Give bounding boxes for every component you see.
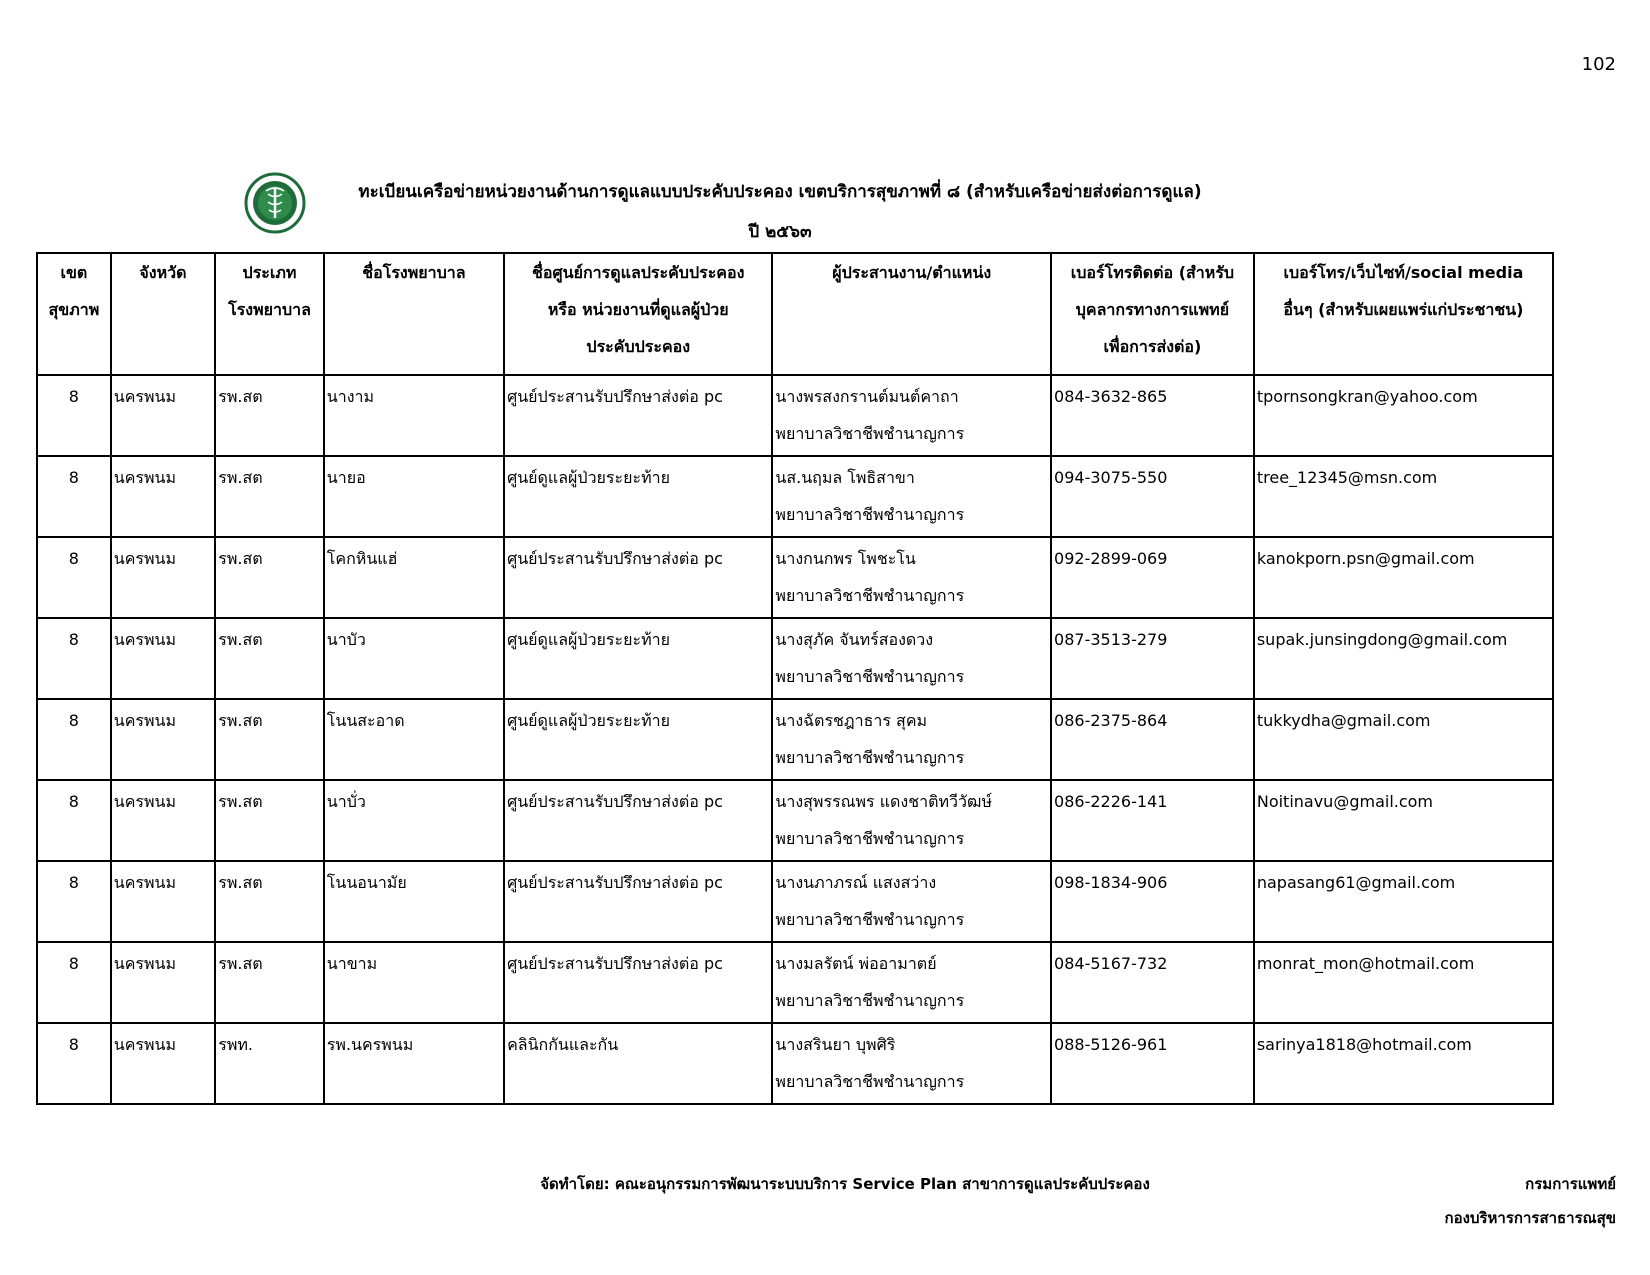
coordinator-position: พยาบาลวิชาชีพชำนาญการ xyxy=(775,910,965,929)
cell-hospital-type: รพ.สต xyxy=(215,618,324,699)
cell-care-center: ศูนย์ดูแลผู้ป่วยระยะท้าย xyxy=(504,699,772,780)
cell-medical-phone: 088-5126-961 xyxy=(1051,1023,1254,1104)
cell-medical-phone: 086-2226-141 xyxy=(1051,780,1254,861)
cell-public-contact: monrat_mon@hotmail.com xyxy=(1254,942,1553,1023)
cell-hospital-type: รพ.สต xyxy=(215,780,324,861)
cell-public-contact: tpornsongkran@yahoo.com xyxy=(1254,375,1553,456)
coordinator-name: นางสุภัค จันทร์สองดวง xyxy=(775,630,934,649)
coordinator-name: นส.นฤมล โพธิสาขา xyxy=(775,468,915,487)
cell-province: นครพนม xyxy=(111,1023,215,1104)
table-row xyxy=(37,942,1553,1023)
cell-hospital-name: นาบัว xyxy=(324,618,504,699)
table-row xyxy=(37,861,1553,942)
cell-coordinator xyxy=(772,375,1051,456)
cell-coordinator xyxy=(772,456,1051,537)
header-hospital-type: ประเภท โรงพยาบาล xyxy=(215,253,324,375)
cell-medical-phone: 092-2899-069 xyxy=(1051,537,1254,618)
coordinator-position: พยาบาลวิชาชีพชำนาญการ xyxy=(775,505,965,524)
cell-hospital-name: รพ.นครพนม xyxy=(324,1023,504,1104)
page-number: 102 xyxy=(1581,54,1616,75)
cell-care-center: ศูนย์ประสานรับปรึกษาส่งต่อ pc xyxy=(504,780,772,861)
cell-hospital-name: นาขาม xyxy=(324,942,504,1023)
palliative-care-registry-table xyxy=(36,252,1554,1105)
coordinator-position: พยาบาลวิชาชีพชำนาญการ xyxy=(775,424,965,443)
cell-care-center: ศูนย์ดูแลผู้ป่วยระยะท้าย xyxy=(504,618,772,699)
table-row xyxy=(37,375,1553,456)
cell-hospital-name: โนนสะอาด xyxy=(324,699,504,780)
header-care-center: ชื่อศูนย์การดูแลประคับประคอง หรือ หน่วยงานที่ดูแลผู้ป่วย ประคับประคอง xyxy=(504,253,772,375)
cell-province: นครพนม xyxy=(111,699,215,780)
cell-province: นครพนม xyxy=(111,618,215,699)
cell-public-contact: tree_12345@msn.com xyxy=(1254,456,1553,537)
cell-zone: 8 xyxy=(37,942,111,1023)
cell-public-contact: kanokporn.psn@gmail.com xyxy=(1254,537,1553,618)
cell-public-contact: sarinya1818@hotmail.com xyxy=(1254,1023,1553,1104)
cell-coordinator xyxy=(772,618,1051,699)
cell-care-center: ศูนย์ประสานรับปรึกษาส่งต่อ pc xyxy=(504,537,772,618)
cell-hospital-type: รพ.สต xyxy=(215,456,324,537)
cell-hospital-type: รพ.สต xyxy=(215,699,324,780)
cell-care-center: ศูนย์ประสานรับปรึกษาส่งต่อ pc xyxy=(504,375,772,456)
cell-medical-phone: 098-1834-906 xyxy=(1051,861,1254,942)
cell-coordinator xyxy=(772,861,1051,942)
table-row xyxy=(37,456,1553,537)
cell-hospital-name: โนนอนามัย xyxy=(324,861,504,942)
cell-province: นครพนม xyxy=(111,780,215,861)
header-medical-phone: เบอร์โทรติดต่อ (สำหรับ บุคลากรทางการแพทย์ เพื่อการส่งต่อ) xyxy=(1051,253,1254,375)
cell-hospital-type: รพท. xyxy=(215,1023,324,1104)
cell-coordinator xyxy=(772,537,1051,618)
cell-public-contact: tukkydha@gmail.com xyxy=(1254,699,1553,780)
cell-zone: 8 xyxy=(37,456,111,537)
cell-hospital-type: รพ.สต xyxy=(215,861,324,942)
cell-coordinator xyxy=(772,780,1051,861)
footer-division: กองบริหารการสาธารณสุข xyxy=(1444,1209,1616,1227)
coordinator-position: พยาบาลวิชาชีพชำนาญการ xyxy=(775,829,965,848)
cell-medical-phone: 094-3075-550 xyxy=(1051,456,1254,537)
footer-prepared-by: จัดทำโดย: คณะอนุกรรมการพัฒนาระบบบริการ Service Plan สาขาการดูแลประคับประคอง xyxy=(540,1175,1150,1193)
cell-medical-phone: 087-3513-279 xyxy=(1051,618,1254,699)
cell-medical-phone: 084-5167-732 xyxy=(1051,942,1254,1023)
cell-coordinator xyxy=(772,942,1051,1023)
coordinator-position: พยาบาลวิชาชีพชำนาญการ xyxy=(775,748,965,767)
cell-public-contact: Noitinavu@gmail.com xyxy=(1254,780,1553,861)
coordinator-position: พยาบาลวิชาชีพชำนาญการ xyxy=(775,1072,965,1091)
cell-zone: 8 xyxy=(37,699,111,780)
footer-department: กรมการแพทย์ xyxy=(1525,1175,1616,1193)
cell-public-contact: supak.junsingdong@gmail.com xyxy=(1254,618,1553,699)
coordinator-name: นางมลรัตน์ พ่ออามาตย์ xyxy=(775,954,937,973)
table-row xyxy=(37,618,1553,699)
cell-coordinator xyxy=(772,1023,1051,1104)
header-province: จังหวัด xyxy=(111,253,215,375)
coordinator-name: นางฉัตรชฎาธาร สุคม xyxy=(775,711,928,730)
coordinator-position: พยาบาลวิชาชีพชำนาญการ xyxy=(775,667,965,686)
table-row xyxy=(37,780,1553,861)
cell-province: นครพนม xyxy=(111,942,215,1023)
coordinator-position: พยาบาลวิชาชีพชำนาญการ xyxy=(775,586,965,605)
table-row xyxy=(37,537,1553,618)
table-header-row xyxy=(37,253,1553,375)
coordinator-name: นางกนกพร โพชะโน xyxy=(775,549,916,568)
cell-public-contact: napasang61@gmail.com xyxy=(1254,861,1553,942)
cell-province: นครพนม xyxy=(111,537,215,618)
cell-medical-phone: 086-2375-864 xyxy=(1051,699,1254,780)
cell-zone: 8 xyxy=(37,618,111,699)
cell-province: นครพนม xyxy=(111,456,215,537)
table-row xyxy=(37,699,1553,780)
header-coordinator: ผู้ประสานงาน/ตำแหน่ง xyxy=(772,253,1051,375)
cell-zone: 8 xyxy=(37,1023,111,1104)
coordinator-name: นางสุพรรณพร แดงชาติทวีวัฒษ์ xyxy=(775,792,992,811)
cell-province: นครพนม xyxy=(111,375,215,456)
cell-care-center: ศูนย์ดูแลผู้ป่วยระยะท้าย xyxy=(504,456,772,537)
cell-medical-phone: 084-3632-865 xyxy=(1051,375,1254,456)
coordinator-name: นางพรสงกรานต์มนต์คาถา xyxy=(775,387,959,406)
header-zone: เขต สุขภาพ xyxy=(37,253,111,375)
document-title: ทะเบียนเครือข่ายหน่วยงานด้านการดูแลแบบประคับประคอง เขตบริการสุขภาพที่ ๘ (สำหรับเครือข่ายส่งต่อการดูแล) xyxy=(358,182,1202,202)
header-hospital-name: ชื่อโรงพยาบาล xyxy=(324,253,504,375)
coordinator-name: นางนภาภรณ์ แสงสว่าง xyxy=(775,873,937,892)
cell-coordinator xyxy=(772,699,1051,780)
coordinator-name: นางสรินยา บุพศิริ xyxy=(775,1035,896,1054)
cell-hospital-type: รพ.สต xyxy=(215,942,324,1023)
cell-hospital-name: นางาม xyxy=(324,375,504,456)
cell-hospital-name: นายอ xyxy=(324,456,504,537)
cell-care-center: ศูนย์ประสานรับปรึกษาส่งต่อ pc xyxy=(504,861,772,942)
cell-zone: 8 xyxy=(37,780,111,861)
cell-hospital-type: รพ.สต xyxy=(215,375,324,456)
ministry-of-public-health-logo xyxy=(240,172,310,234)
document-year: ปี ๒๕๖๓ xyxy=(748,222,812,242)
cell-zone: 8 xyxy=(37,537,111,618)
table-row xyxy=(37,1023,1553,1104)
cell-zone: 8 xyxy=(37,375,111,456)
cell-zone: 8 xyxy=(37,861,111,942)
cell-care-center: คลินิกกันและกัน xyxy=(504,1023,772,1104)
cell-province: นครพนม xyxy=(111,861,215,942)
cell-care-center: ศูนย์ประสานรับปรึกษาส่งต่อ pc xyxy=(504,942,772,1023)
coordinator-position: พยาบาลวิชาชีพชำนาญการ xyxy=(775,991,965,1010)
header-public-contact: เบอร์โทร/เว็บไซท์/social media อื่นๆ (สำหรับเผยแพร่แก่ประชาชน) xyxy=(1254,253,1553,375)
cell-hospital-name: โคกหินแฮ่ xyxy=(324,537,504,618)
cell-hospital-type: รพ.สต xyxy=(215,537,324,618)
cell-hospital-name: นาบั่ว xyxy=(324,780,504,861)
